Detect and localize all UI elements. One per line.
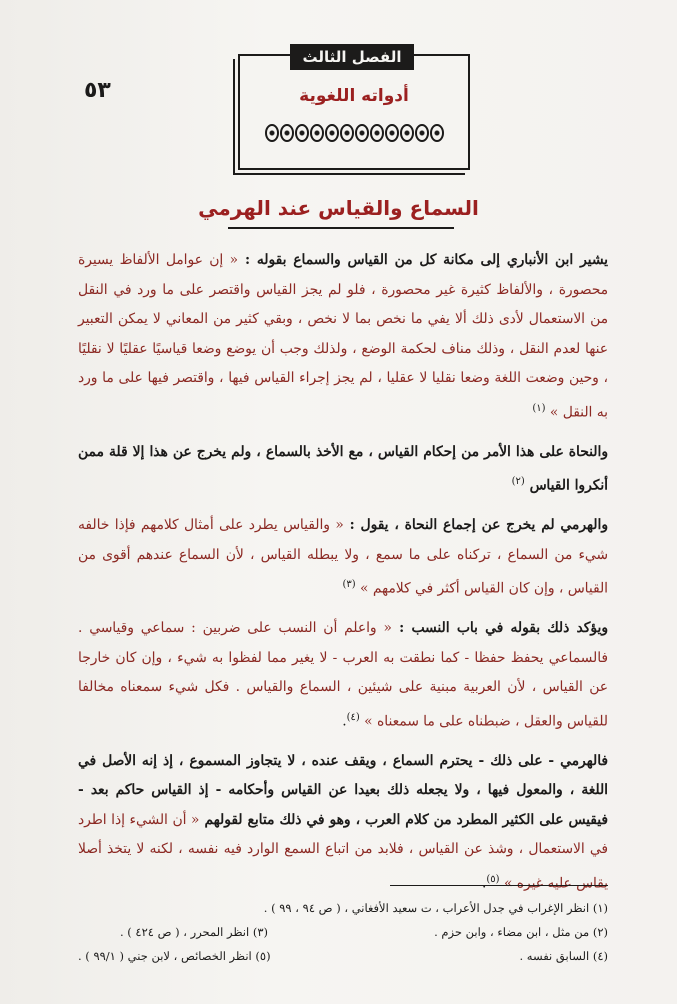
ornament-icon xyxy=(400,124,414,142)
chapter-label: الفصل الثالث xyxy=(290,44,414,70)
ornament-icon xyxy=(295,124,309,142)
section-title: السماع والقياس عند الهرمي xyxy=(198,196,479,220)
ornament-icon xyxy=(430,124,444,142)
footnote-row xyxy=(78,920,608,944)
quotation: « أن الشيء إذا اطرد في الاستعمال ، وشذ عن القياس ، فلابد من اتباع السمع الوارد فيه نفسه ، لكنه لا يتخذ أصلا يقاس عليه غيره » xyxy=(78,811,608,892)
footnotes xyxy=(78,896,608,968)
paragraph-tail: . xyxy=(481,875,487,892)
footnote-ref: (٢) xyxy=(511,476,525,488)
title-underline xyxy=(228,227,454,229)
footnote-item: (٢) من مثل ، ابن مضاء ، وابن حزم . xyxy=(434,925,608,939)
footnote-ref: (٥) xyxy=(486,873,500,885)
footnote-row xyxy=(78,896,608,920)
quotation: « واعلم أن النسب على ضربين : سماعي وقياسي . فالسماعي يحفظ حفظا - كما نطقت به العرب - لا يغير مما لفظوا به شيء ، وإن كان خارجا عن القياس ، لأن العربية مبنية على شيئين ، السماع والقياس . فكل شيء سمعناه مخالفا للقياس والعقل ، ضبطناه على ما سمعناه » xyxy=(78,620,608,730)
ornament-icon xyxy=(355,124,369,142)
footnote-item: (٥) انظر الخصائص ، لابن جني ( ٩٩/١ ) . xyxy=(78,949,271,963)
footnote-ref: (٤) xyxy=(346,711,360,723)
ornament-icon xyxy=(340,124,354,142)
chapter-header-box xyxy=(238,48,470,170)
ornament-icon xyxy=(280,124,294,142)
paragraph xyxy=(78,614,608,737)
paragraph-intro: ويؤكد ذلك بقوله في باب النسب : xyxy=(391,620,608,637)
footnote-item: (١) انظر الإغراب في جدل الأعراب ، ت سعيد الأفغاني ، ( ص ٩٤ ، ٩٩ ) . xyxy=(263,901,608,915)
footnote-item: (٤) السابق نفسه . xyxy=(519,949,608,963)
footnote-item: (٣) انظر المحرر ، ( ص ٤٢٤ ) . xyxy=(119,925,268,939)
paragraph xyxy=(78,246,608,428)
paragraph-intro: فالهرمي - على ذلك - يحترم السماع ، ويقف عنده ، لا يتجاوز المسموع ، إذ إنه الأصل في اللغة ، والمعول فيها ، ولا يجعله ذلك بعيدا عن القياس وأحكامه - إذ القياس حاكم بعد - فيقيس على الكثير المطرد من كلام العرب ، وهو في ذلك متابع لقولهم xyxy=(78,752,609,828)
body-text xyxy=(78,246,608,909)
quotation: « إن عوامل الألفاظ يسيرة محصورة ، والألفاظ كثيرة غير محصورة ، فلو لم يجز القياس واقتصر على ما ورد في النقل من الاستعمال لأدى ذلك ألا يفي ما نخص بما لا نخص ، وبقي كثير من المعاني لا يمكن التعبير عنها لعدم النقل ، وذلك مناف لحكمة الوضع ، ولذلك وجب أن يوضع وضعا قياسيًا عقليًا لا نقليًا ، وحين وضعت اللغة وضعا نقليا لا عقليا ، لم يجز إجراء القياس فيها ، واقتصر فيها على ما ورد به النقل » xyxy=(78,252,608,421)
ornament-border xyxy=(254,124,454,146)
paragraph-intro: يشير ابن الأنباري إلى مكانة كل من القياس والسماع بقوله : xyxy=(238,252,608,268)
paragraph-intro: والهرمي لم يخرج عن إجماع النحاة ، يقول : xyxy=(343,517,608,534)
ornament-icon xyxy=(385,124,399,142)
page-number: ٥٣ xyxy=(84,78,111,103)
paragraph xyxy=(78,438,608,502)
footnote-row xyxy=(78,944,608,968)
chapter-subtitle: أدواته اللغوية xyxy=(299,86,409,106)
ornament-icon xyxy=(325,124,339,142)
ornament-icon xyxy=(265,124,279,142)
quotation: « والقياس يطرد على أمثال كلامهم فإذا خالفه شيء من السماع ، تركناه على ما سمع ، ولا يبطله القياس ، لأن السماع عندهم أقوى من القياس ، وإن كان القياس أكثر في كلامهم » xyxy=(78,517,608,597)
footnote-separator xyxy=(390,885,608,886)
paragraph xyxy=(78,511,608,604)
ornament-icon xyxy=(370,124,384,142)
ornament-icon xyxy=(415,124,429,142)
ornament-icon xyxy=(310,124,324,142)
paragraph-tail: . xyxy=(342,713,347,730)
footnote-ref: (٣) xyxy=(342,579,356,591)
footnote-ref: (١) xyxy=(532,402,546,414)
paragraph xyxy=(78,747,608,899)
paragraph-intro: والنحاة على هذا الأمر من إحكام القياس ، مع الأخذ بالسماع ، ولم يخرج عن هذا إلا قلة ممن أنكروا القياس xyxy=(78,443,608,494)
